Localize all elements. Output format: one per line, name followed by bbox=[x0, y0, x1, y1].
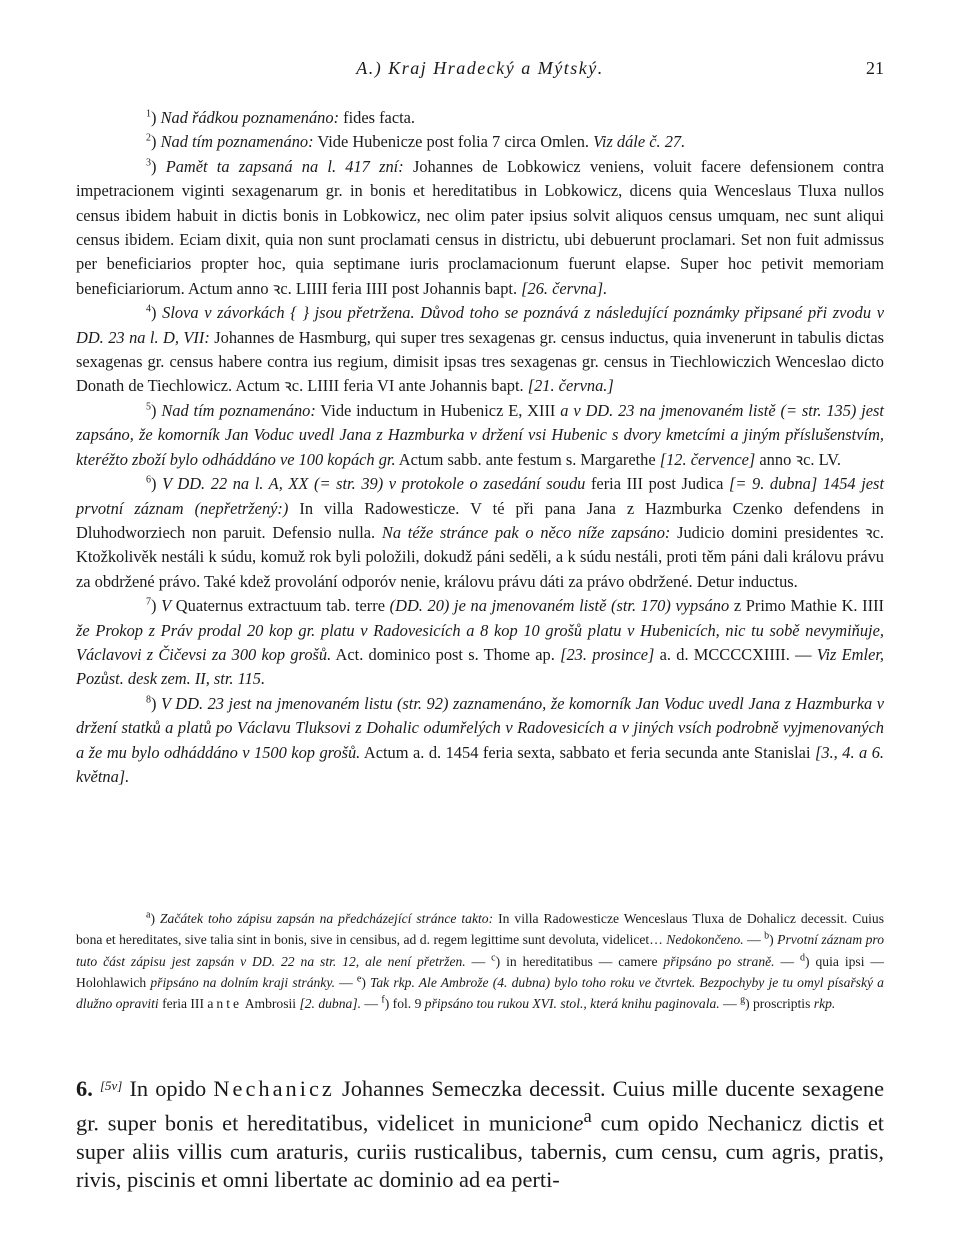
text-run: ) bbox=[151, 474, 163, 494]
text-run: — bbox=[465, 953, 492, 969]
text-run: Actum a. d. 1454 feria sexta, sabbato et feria secunda ante Stanislai bbox=[360, 742, 815, 762]
italic-text: [26. června]. bbox=[521, 278, 608, 298]
text-run: — bbox=[774, 953, 801, 969]
text-run: Ambrosii bbox=[242, 996, 300, 1012]
italic-text: [21. června.] bbox=[527, 376, 614, 396]
text-run: cum opido Nechanicz dictis et super aliis villis cum araturis, curiis rusticalibus, tabernis, cum censu, cum agris, pratis, rivis, piscinis et omni libertate ac dominio ad ea perti- bbox=[76, 1110, 885, 1193]
italic-text: připsáno tou rukou XVI. stol., která knihu paginovala. bbox=[424, 996, 720, 1012]
italic-text: (DD. 20) je na jmenovaném listě (str. 170) vypsáno bbox=[389, 596, 730, 616]
italic-text: e bbox=[573, 1110, 584, 1136]
text-run: ) bbox=[151, 400, 162, 420]
footnote-number: 6 bbox=[146, 474, 151, 486]
italic-text: [3., 4. a 6. května]. bbox=[76, 742, 885, 786]
italic-text: [2. dubna]. bbox=[299, 996, 362, 1012]
footnote-2 bbox=[76, 130, 884, 154]
text-run: Act. dominico post s. Thome ap. bbox=[331, 644, 561, 664]
text-run: — bbox=[335, 974, 357, 990]
text-run: Johannes Semeczka decessit. Cuius mille ducente sexagene gr. super bonis et hereditatibus, videlicet in municion bbox=[76, 1076, 885, 1136]
footnote-number: 2 bbox=[146, 132, 151, 144]
text-run: ) proscriptis bbox=[745, 996, 814, 1012]
italic-text: Na téže stránce pak o něco níže zapsáno: bbox=[381, 522, 671, 542]
text-run: — bbox=[743, 932, 765, 948]
running-title: A.) Kraj Hradecký a Mýtský. bbox=[356, 58, 604, 78]
note-marker: g bbox=[740, 994, 746, 1006]
text-run: — bbox=[361, 996, 382, 1012]
footnote-4 bbox=[76, 301, 884, 399]
italic-text: Nad tím poznamenáno: bbox=[161, 400, 316, 420]
note-marker: a bbox=[583, 1106, 592, 1128]
note-marker: e bbox=[356, 973, 362, 985]
italic-text: Nad tím poznamenáno: bbox=[160, 132, 314, 152]
page-header bbox=[76, 58, 884, 88]
footnote-number: 3 bbox=[146, 157, 151, 169]
text-run: Actum sabb. ante festum s. Margarethe bbox=[395, 449, 660, 469]
italic-text: Začátek toho zápisu zapsán na předcházející stránce takto: bbox=[159, 911, 494, 926]
text-run: feria III post Judica bbox=[585, 474, 729, 494]
italic-text: V DD. 22 na l. A, XX (= str. 39) v protokole o zasedání soudu bbox=[162, 474, 586, 494]
text-run: fides facta. bbox=[339, 108, 416, 127]
text-run: ) in hereditatibus — camere bbox=[495, 953, 664, 969]
entry-number: 6. bbox=[76, 1076, 93, 1101]
italic-text: V DD. 23 jest na jmenovaném listu (str. 92) zaznamenáno, že komorník Jan Voduc uvedl Jana z Hazmburka v držení statků a platů po Václavu Tluksovi z Dohalic odumřelých v Radovesicích a v jiných vsích podrobně vyjmenovaných a že mu bylo odháddáno v 1500 kop grošů. bbox=[76, 693, 884, 762]
text-run: anno ꝛc. LV. bbox=[755, 449, 841, 469]
text-run: ) bbox=[150, 911, 160, 926]
text-run: — bbox=[719, 996, 741, 1012]
italic-text: připsáno po straně. bbox=[663, 953, 775, 969]
text-run: Johannes de Hasmburg, qui super tres sexagenas gr. census inductus, quia invenerunt in tabulis dictas sexagenas gr. census habere contra ius regium, dimisit ipsas tres sexagenas gr. census in Tiechlowiczich Wenceslao dicto Donath de Tiechlowicz. Actum ꝛc. LIIII feria VI ante Johannis bapt. bbox=[76, 327, 884, 396]
paleographic-notes bbox=[76, 908, 884, 1014]
text-run: ) bbox=[151, 132, 161, 152]
footnote-5 bbox=[76, 399, 884, 472]
italic-text: Pamět ta zapsaná na l. 417 zní: bbox=[165, 156, 404, 176]
footnote-number: 1 bbox=[146, 108, 151, 120]
italic-text: Prvotní záznam pro tuto část zápisu jest zapsán v DD. 22 na str. 12, ale není přetržen. bbox=[76, 932, 884, 969]
note-marker: d bbox=[800, 952, 806, 964]
folio-reference: [5v] bbox=[99, 1078, 123, 1093]
note-marker: b bbox=[764, 930, 770, 942]
text-run: ) bbox=[151, 693, 162, 713]
text-run: z Primo Mathie K. IIII bbox=[729, 596, 884, 616]
footnote-number: 5 bbox=[146, 401, 151, 413]
italic-text: Nedokončeno. bbox=[666, 932, 744, 948]
text-run: ) bbox=[769, 932, 778, 948]
text-run: ante bbox=[207, 996, 243, 1012]
text-run: ) bbox=[151, 596, 162, 616]
entry-text bbox=[76, 1072, 884, 1194]
text-run: ) bbox=[151, 303, 163, 323]
italic-text: a v DD. 23 na jmenovaném listě (= str. 135) jest zapsáno, že komorník Jan Voduc uvedl Jana z Hazmburka v držení vsi Hubenic s dvory kmetcími a jiným příslušenstvím, kteréžto zboží bylo odháddáno ve 100 kopách gr. bbox=[76, 400, 884, 469]
text-run: In opido bbox=[122, 1076, 214, 1101]
footnote-number: 7 bbox=[146, 596, 151, 608]
text-run: Johannes de Lobkowicz veniens, voluit facere defensionem contra impetracionem viginti sexagenarum gr. in bonis et hereditatibus in Lobkowicz, dicens quia Wenceslaus Tluxa nullos census ibidem habuit in dictis bonis in Lobkowicz, nec olim pater ipsius solvit aliquos census umquam, nec sunt aliqui census ibidem. Eciam dixit, quia non sunt proclamati census in districtu, ubi debuerunt proclamari. Set non fuit admissus per beneficiarios propter hoc, quia septimane iuris proclamacionum fuerunt elapse. Super hoc petivit memoriam beneficiariorum. Actum anno ꝛc. LIIII feria IIII post Johannis bapt. bbox=[76, 156, 885, 298]
italic-text: Slova v závorkách { } jsou přetržena. Důvod toho se poznává z následující poznámky připsané při zvodu v DD. 23 na l. D, VII: bbox=[76, 303, 884, 347]
text-run: In villa Radowesticze Wenceslaus Tluxa de Dohalicz decessit. Cuius bona et hereditates, sive talia sint in bonis, sive in censibus, ad d. regem legittime sunt devoluta, videlicet… bbox=[76, 911, 885, 948]
italic-text: že Prokop z Práv prodal 20 kop gr. platu v Radovesicích a 8 kop 10 grošů platu v Hubenicích, nic tu sobě nevymiňuje, Václavovi z Čičevsi za 300 kop grošů. bbox=[76, 620, 884, 664]
footnote-3 bbox=[76, 155, 884, 301]
text-run: ) fol. 9 bbox=[384, 996, 425, 1012]
text-run: ) bbox=[151, 156, 166, 176]
text-run: Quaternus extractuum tab. terre bbox=[171, 596, 390, 616]
footnote-number: 8 bbox=[146, 694, 151, 706]
text-run: Vide Hubenicze post folia 7 circa Omlen. bbox=[313, 132, 594, 152]
italic-text: rkp. bbox=[813, 996, 836, 1012]
text-run: Nechanicz bbox=[213, 1076, 335, 1101]
footnote-number: 4 bbox=[146, 303, 151, 315]
note-marker: f bbox=[381, 994, 385, 1006]
editorial-notes bbox=[76, 106, 884, 789]
italic-text: [23. prosince] bbox=[560, 644, 655, 664]
italic-text: [= 9. dubna] 1454 jest prvotní záznam (nepřetržený:) bbox=[76, 474, 884, 518]
italic-text: Tak rkp. Ale Ambrože (4. dubna) bylo toho roku ve čtvrtek. Bezpochyby je tu omyl písařský a dlužno opraviti bbox=[76, 974, 884, 1012]
footnote-1 bbox=[76, 106, 884, 130]
italic-text: připsáno na dolním kraji stránky. bbox=[150, 974, 335, 990]
italic-text: Viz Emler, Pozůst. desk zem. II, str. 115. bbox=[76, 644, 884, 689]
paleographic-note-text bbox=[76, 908, 884, 1014]
text-run: In villa Radowesticze. V té při pana Jana z Hazmburka Czenko defendens in Dluhodworziech non paruit. Defensio nulla. bbox=[76, 498, 884, 542]
text-run: ) bbox=[151, 108, 161, 127]
footnote-8 bbox=[76, 692, 884, 790]
footnote-6 bbox=[76, 472, 884, 594]
entry-6 bbox=[76, 1072, 884, 1194]
text-run: ) bbox=[361, 974, 371, 990]
note-marker: a bbox=[146, 909, 151, 921]
text-run: a. d. MCCCCXIIII. — bbox=[654, 644, 817, 664]
note-marker: c bbox=[491, 952, 496, 964]
italic-text: Nad řádkou poznamenáno: bbox=[160, 108, 340, 127]
text-run: Judicio domini presidentes ꝛc. Ktožkolivěk nestáli k súdu, komuž rok byli položili, dokudž páni seděli, a k súdu nestáli, proti těm páni dali královu právu za obdržené právo. Také kdež provolání odporóv nenie, královu právu dáti za právo obdržené. Detur inductus. bbox=[76, 522, 884, 591]
footnote-7 bbox=[76, 594, 884, 692]
text-run: Vide inductum in Hubenicz E, XIII bbox=[315, 400, 561, 420]
text-run: feria III bbox=[158, 996, 208, 1012]
italic-text: [12. července] bbox=[659, 449, 756, 469]
italic-text: V bbox=[161, 596, 172, 616]
text-run: ) quia ipsi — Holohlawich bbox=[76, 953, 884, 990]
italic-text: Viz dále č. 27. bbox=[593, 132, 686, 152]
page-number: 21 bbox=[866, 58, 884, 78]
